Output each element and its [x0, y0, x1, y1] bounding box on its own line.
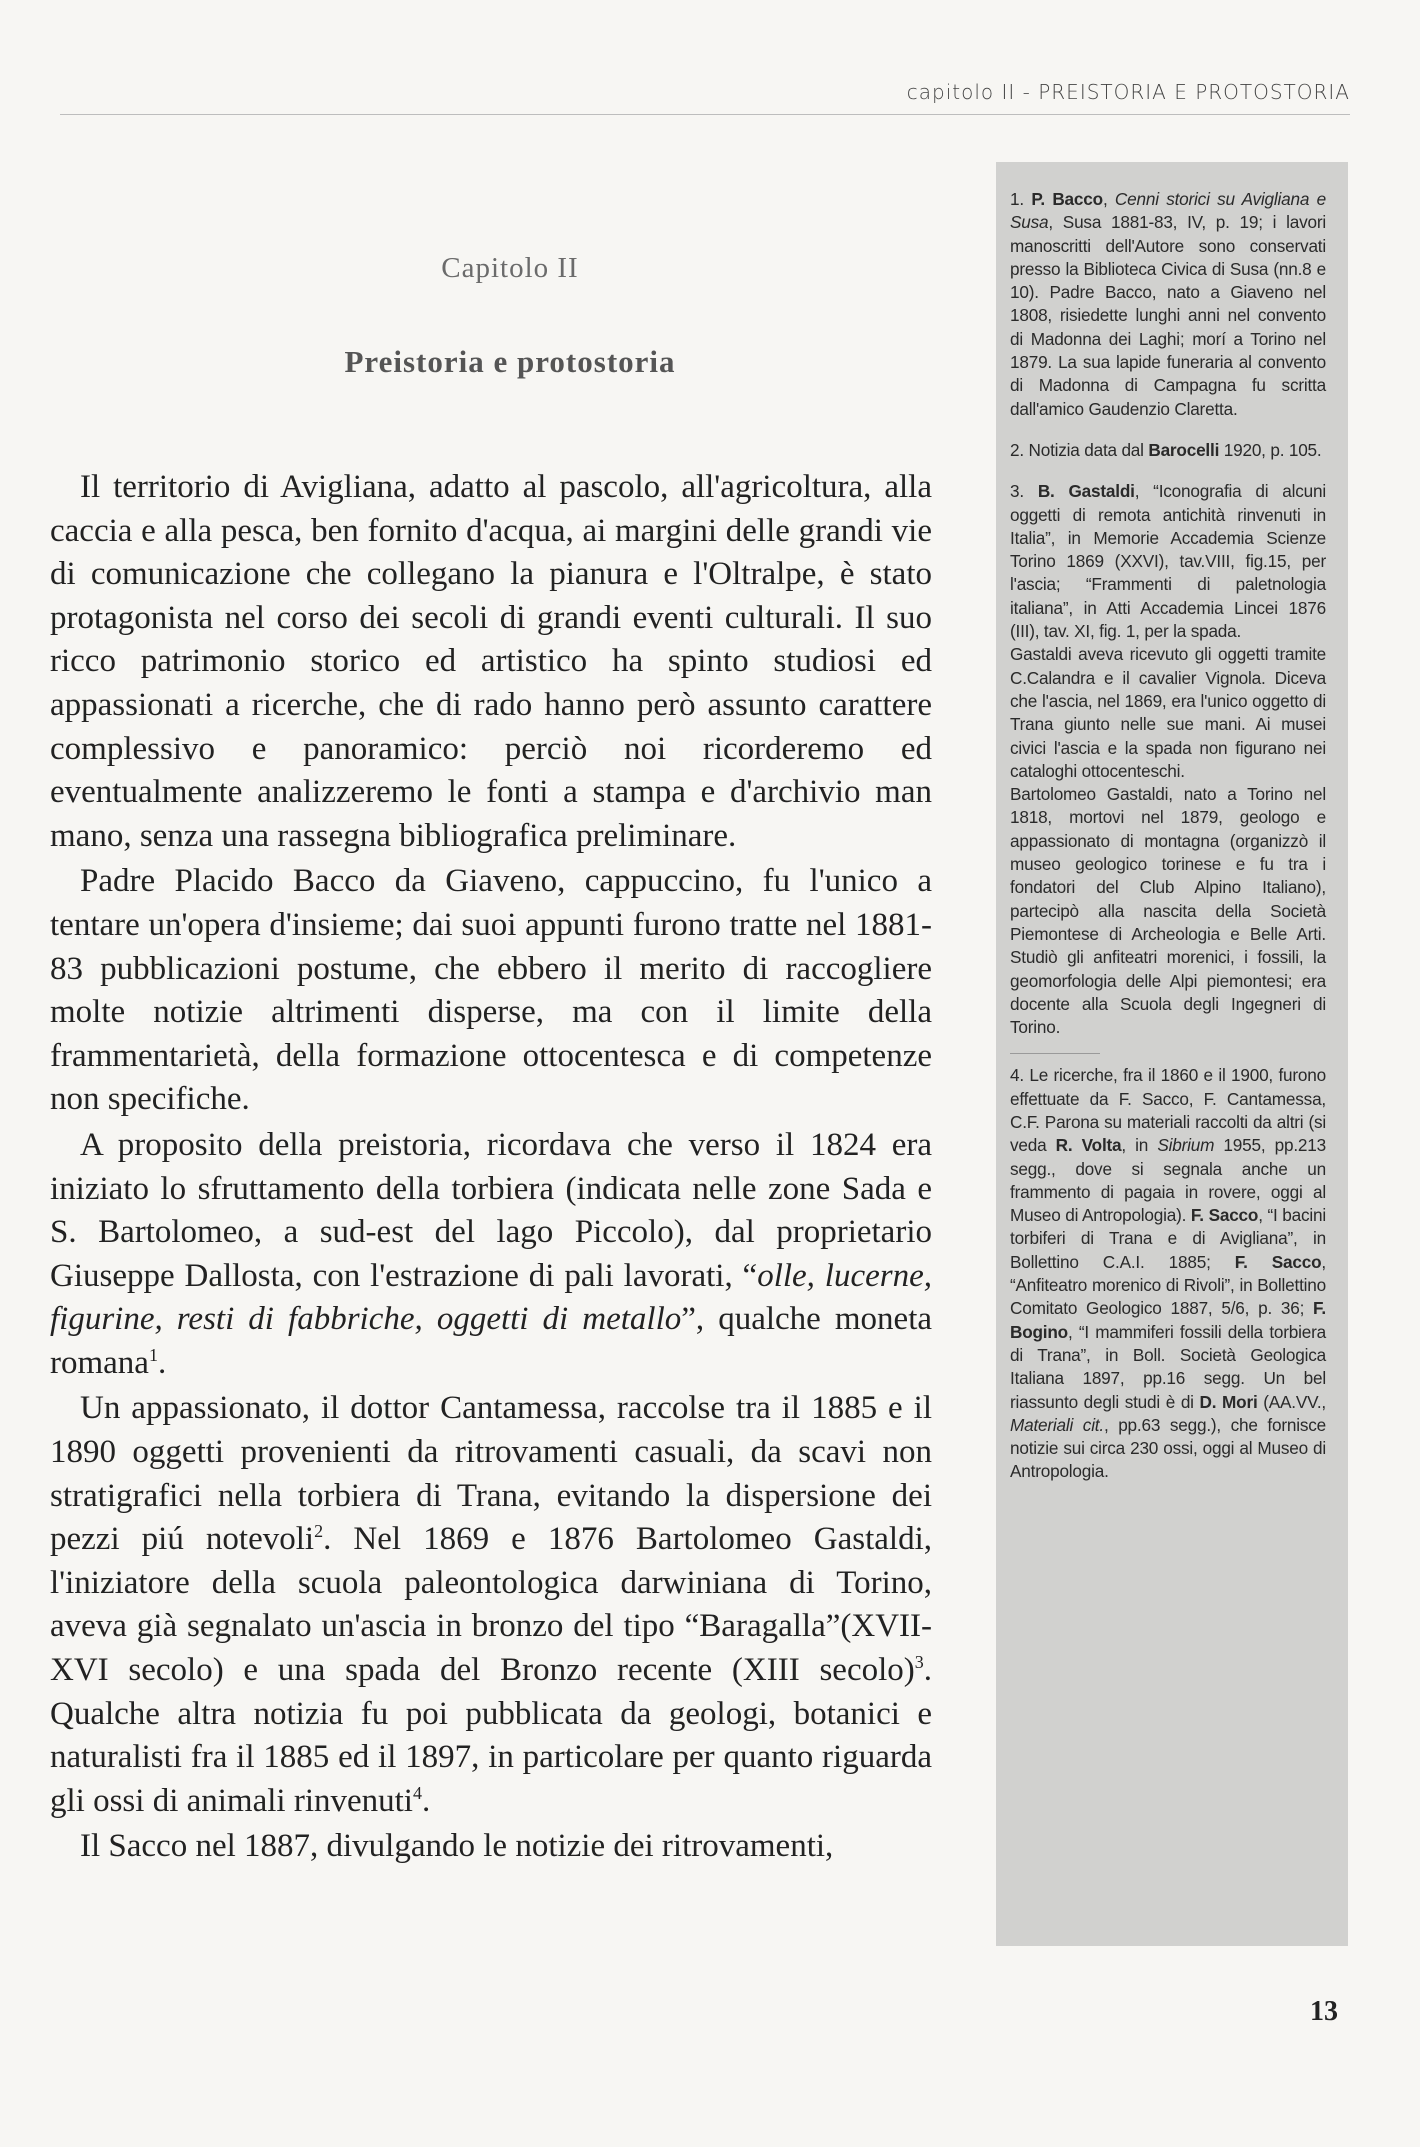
note-text: 3.	[1010, 481, 1038, 502]
main-text-column	[50, 466, 932, 1869]
running-header: capitolo II - PREISTORIA E PROTOSTORIA	[906, 80, 1350, 104]
note-text: , “Anfiteatro morenico di Rivoli”, in Bollettino Comitato Geologico 1887, 5/6, p. 36;	[1010, 1251, 1326, 1319]
note-author: F. Sacco	[1190, 1205, 1259, 1226]
body-paragraph	[50, 1387, 932, 1823]
note-author: D. Mori	[1199, 1391, 1258, 1412]
footnote-divider	[1010, 1053, 1100, 1054]
footnotes-sidebar	[996, 162, 1348, 1946]
note-text: ,	[1102, 189, 1115, 209]
note-text: , Susa 1881-83, IV, p. 19; i lavori manoscritti dell'Autore sono conservati presso la Biblioteca Civica di Susa (nn.8 e 10). Padre Bacco, nato a Giaveno nel 1808, risiedette lunghi anni nel convento di Madonna dei Laghi; morí a Torino nel 1879. La sua lapide funeraria al convento di Madonna di Campagna fu scritta dall'amico Gaudenzio Claretta.	[1010, 212, 1326, 419]
header-divider	[60, 114, 1350, 115]
footnote-2	[1010, 439, 1326, 462]
body-text: ”, qualche moneta romana	[50, 1301, 933, 1381]
note-text: 2. Notizia data dal	[1010, 439, 1149, 460]
note-text: 1920, p. 105.	[1219, 439, 1322, 460]
footnote-ref[interactable]: 4	[412, 1782, 422, 1803]
body-paragraph: Il territorio di Avigliana, adatto al pascolo, all'agricoltura, alla caccia e alla pesca, ben fornito d'acqua, ai margini delle grandi vie di comunicazione che collegano la pianura e l'Oltralpe, è stato protagonista nel corso dei secoli di grandi eventi culturali. Il suo ricco patrimonio storico ed artistico ha spinto studiosi ed appassionati a ricerche, che di rado hanno però assunto carattere complessivo e panoramico: perciò noi ricorderemo ed eventualmente analizzeremo le fonti a stampa e d'archivio man mano, senza una rassegna bibliografica preliminare.	[50, 469, 932, 854]
body-text: . Nel 1869 e 1876 Bartolomeo Gastaldi, l'iniziatore della scuola paleontologica darwiniana di Torino, aveva già segnalato un'ascia in bronzo del tipo “Baragalla”(XVII-XVI secolo) e una spada del Bronzo recente (XIII secolo)	[50, 1521, 932, 1689]
footnote-4	[1010, 1064, 1326, 1483]
footnote-1	[1010, 188, 1326, 421]
note-paragraph: Gastaldi aveva ricevuto gli oggetti tramite C.Calandra e il cavalier Vignola. Diceva che l'ascia, nel 1869, era l'unico oggetto di Trana giunto nelle sue mani. Ai musei civici l'ascia e la spada non figurano nei cataloghi ottocenteschi.	[1010, 644, 1326, 781]
note-paragraph	[1010, 480, 1326, 643]
page-number: 13	[1310, 1996, 1338, 2027]
note-text: 4. Le ricerche, fra il 1860 e il 1900, furono effettuate da F. Sacco, F. Cantamessa, C.F. Parona su materiali raccolti da altri (si veda	[1010, 1065, 1326, 1156]
footnote-ref[interactable]: 2	[314, 1521, 324, 1542]
note-author: R. Volta	[1055, 1135, 1122, 1156]
note-text: , “I mammiferi fossili della torbiera di Trana”, in Boll. Società Geologica Italiana 1897, pp.16 segg. Un bel riassunto degli studi è di	[1010, 1321, 1326, 1412]
note-author: F. Bogino	[1010, 1298, 1326, 1342]
note-author: Barocelli	[1148, 439, 1220, 460]
body-text: .	[157, 1344, 167, 1381]
body-paragraph: Il Sacco nel 1887, divulgando le notizie dei ritrovamenti,	[80, 1828, 834, 1865]
note-work-title: Materiali cit.	[1010, 1414, 1104, 1435]
note-text: (AA.VV.,	[1257, 1391, 1326, 1412]
body-text: Un appassionato, il dottor Cantamessa, raccolse tra il 1885 e il 1890 oggetti provenienti da ritrovamenti casuali, da scavi non stratigrafici nella torbiera di Trana, evitando la dispersione dei pezzi piú notevoli	[50, 1390, 932, 1558]
note-text: , “I bacini torbiferi di Trana e di Avigliana”, in Bollettino C.A.I. 1885;	[1010, 1205, 1326, 1272]
note-paragraph: Bartolomeo Gastaldi, nato a Torino nel 1818, mortovi nel 1879, geologo e appassionato di montagna (organizzò il museo geologico torinese e fu tra i fondatori del Club Alpino Italiano), partecipò alla nascita della Società Piemontese di Archeologia e Belle Arti. Studiò gli anfiteatri morenici, i fossili, la geomorfologia delle Alpi piemontesi; era docente alla Scuola degli Ingegneri di Torino.	[1010, 784, 1326, 1038]
note-work-title: Cenni storici su Avigliana e Susa	[1010, 189, 1326, 233]
note-text: , “Iconografia di alcuni oggetti di remota antichità rinvenuti in Italia”, in Memorie Accademia Scienze Torino 1869 (XXVI), tav.VIII, fig.15, per l'ascia; “Frammenti di paletnologia italiana”, in Atti Accademia Lincei 1876 (III), tav. XI, fig. 1, per la spada.	[1010, 481, 1326, 642]
body-quote: olle, lucerne, figurine, resti di fabbriche, oggetti di metallo	[50, 1257, 932, 1338]
note-text: 1955, pp.213 segg., dove si segnala anche un frammento di pagaia in rovere, oggi al Museo di Antropologia).	[1010, 1135, 1327, 1226]
note-text: , in	[1121, 1135, 1158, 1156]
body-text: .	[421, 1782, 431, 1819]
chapter-label: Capitolo II	[441, 252, 579, 284]
note-author: P. Bacco	[1031, 189, 1103, 209]
body-paragraph	[50, 1124, 932, 1386]
footnote-3	[1010, 480, 1326, 1039]
body-text: . Qualche altra notizia fu poi pubblicata da geologi, botanici e naturalisti fra il 1885 ed il 1897, in particolare per quanto riguarda gli ossi di animali rinvenuti	[50, 1652, 932, 1819]
note-author: F. Sacco	[1234, 1251, 1322, 1272]
note-text: , pp.63 segg.), che fornisce notizie sui circa 230 ossi, oggi al Museo di Antropologia.	[1010, 1414, 1326, 1482]
note-work-title: Sibrium	[1157, 1135, 1215, 1156]
chapter-title: Preistoria e protostoria	[344, 344, 676, 379]
footnote-ref[interactable]: 3	[914, 1652, 924, 1673]
note-text: 1.	[1010, 189, 1032, 209]
body-text: A proposito della preistoria, ricordava che verso il 1824 era iniziato lo sfruttamento della torbiera (indicata nelle zone Sada e S. Bartolomeo, a sud-est del lago Piccolo), dal proprietario Giuseppe Dallosta, con l'estrazione di pali lavorati, “	[50, 1126, 932, 1294]
body-paragraph: Padre Placido Bacco da Giaveno, cappuccino, fu l'unico a tentare un'opera d'insieme; dai suoi appunti furono tratte nel 1881-83 pubblicazioni postume, che ebbero il merito di raccogliere molte notizie altrimenti disperse, ma con il limite della frammentarietà, della formazione ottocentesca e di competenze non specifiche.	[50, 863, 932, 1118]
note-author: B. Gastaldi	[1037, 481, 1135, 502]
footnote-ref[interactable]: 1	[148, 1344, 158, 1365]
